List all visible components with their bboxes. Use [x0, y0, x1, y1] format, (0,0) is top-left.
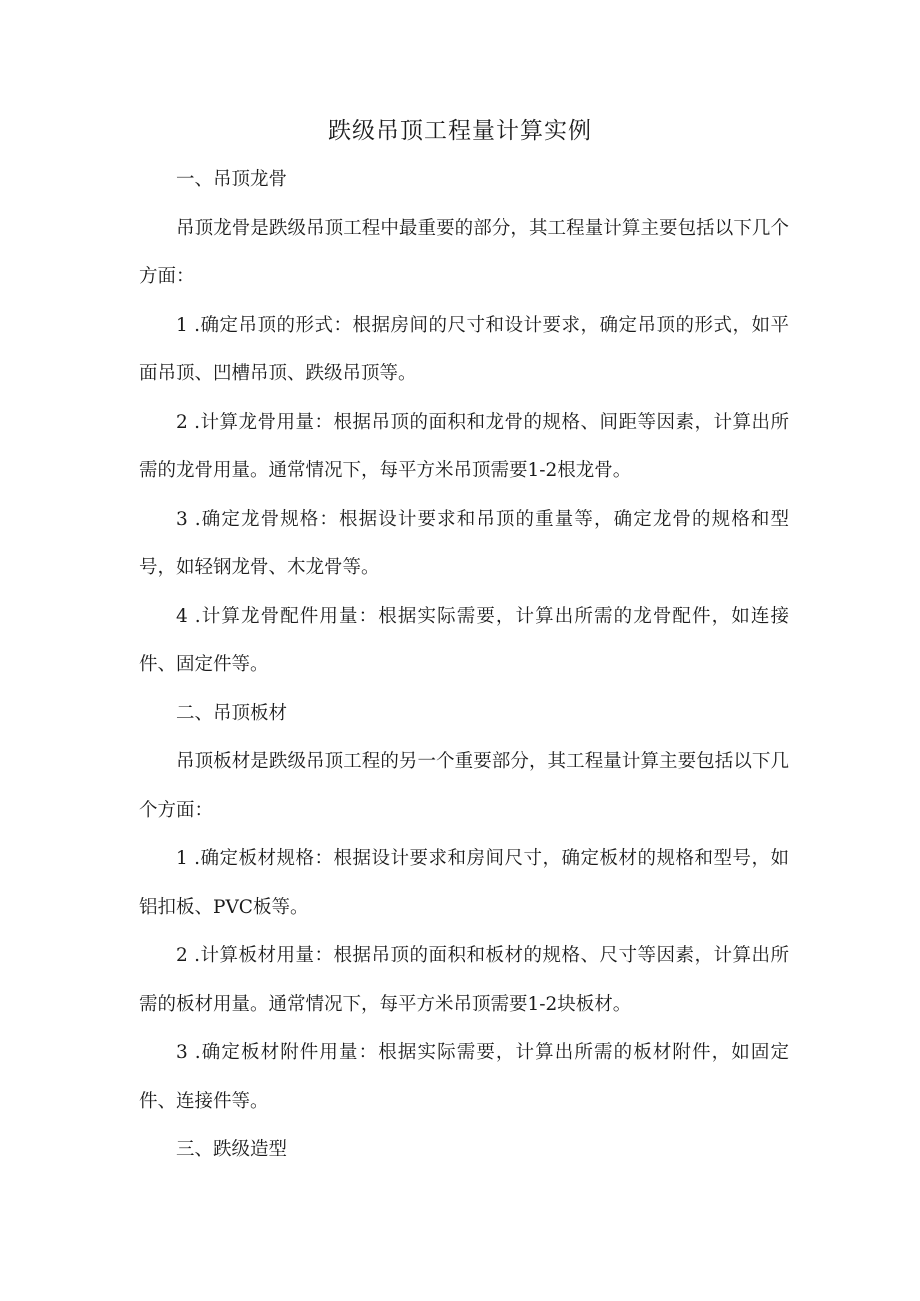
document-body	[139, 156, 789, 1175]
list-item: 1 .确定吊顶的形式：根据房间的尺寸和设计要求，确定吊顶的形式，如平面吊顶、凹槽吊顶、跌级吊顶等。	[139, 314, 789, 384]
section-intro: 吊顶龙骨是跌级吊顶工程中最重要的部分，其工程量计算主要包括以下几个方面：	[139, 217, 789, 287]
section-heading: 一、吊顶龙骨	[176, 169, 288, 190]
list-item: 1 .确定板材规格：根据设计要求和房间尺寸，确定板材的规格和型号，如铝扣板、PVC板等。	[139, 848, 789, 918]
list-item: 3 .确定板材附件用量：根据实际需要，计算出所需的板材附件，如固定件、连接件等。	[139, 1042, 789, 1112]
section-heading: 二、吊顶板材	[176, 702, 288, 724]
document-title: 跌级吊顶工程量计算实例	[328, 118, 592, 144]
section-intro: 吊顶板材是跌级吊顶工程的另一个重要部分，其工程量计算主要包括以下几个方面：	[139, 751, 789, 821]
list-item: 3 .确定龙骨规格：根据设计要求和吊顶的重量等，确定龙骨的规格和型号，如轻钢龙骨、木龙骨等。	[139, 508, 789, 578]
section-heading: 三、跌级造型	[176, 1139, 288, 1160]
list-item: 4 .计算龙骨配件用量：根据实际需要，计算出所需的龙骨配件，如连接件、固定件等。	[139, 605, 789, 675]
list-item: 2 .计算龙骨用量：根据吊顶的面积和龙骨的规格、间距等因素，计算出所需的龙骨用量。通常情况下，每平方米吊顶需要1-2根龙骨。	[139, 411, 789, 481]
list-item: 2 .计算板材用量：根据吊顶的面积和板材的规格、尺寸等因素，计算出所需的板材用量。通常情况下，每平方米吊顶需要1-2块板材。	[139, 945, 789, 1015]
